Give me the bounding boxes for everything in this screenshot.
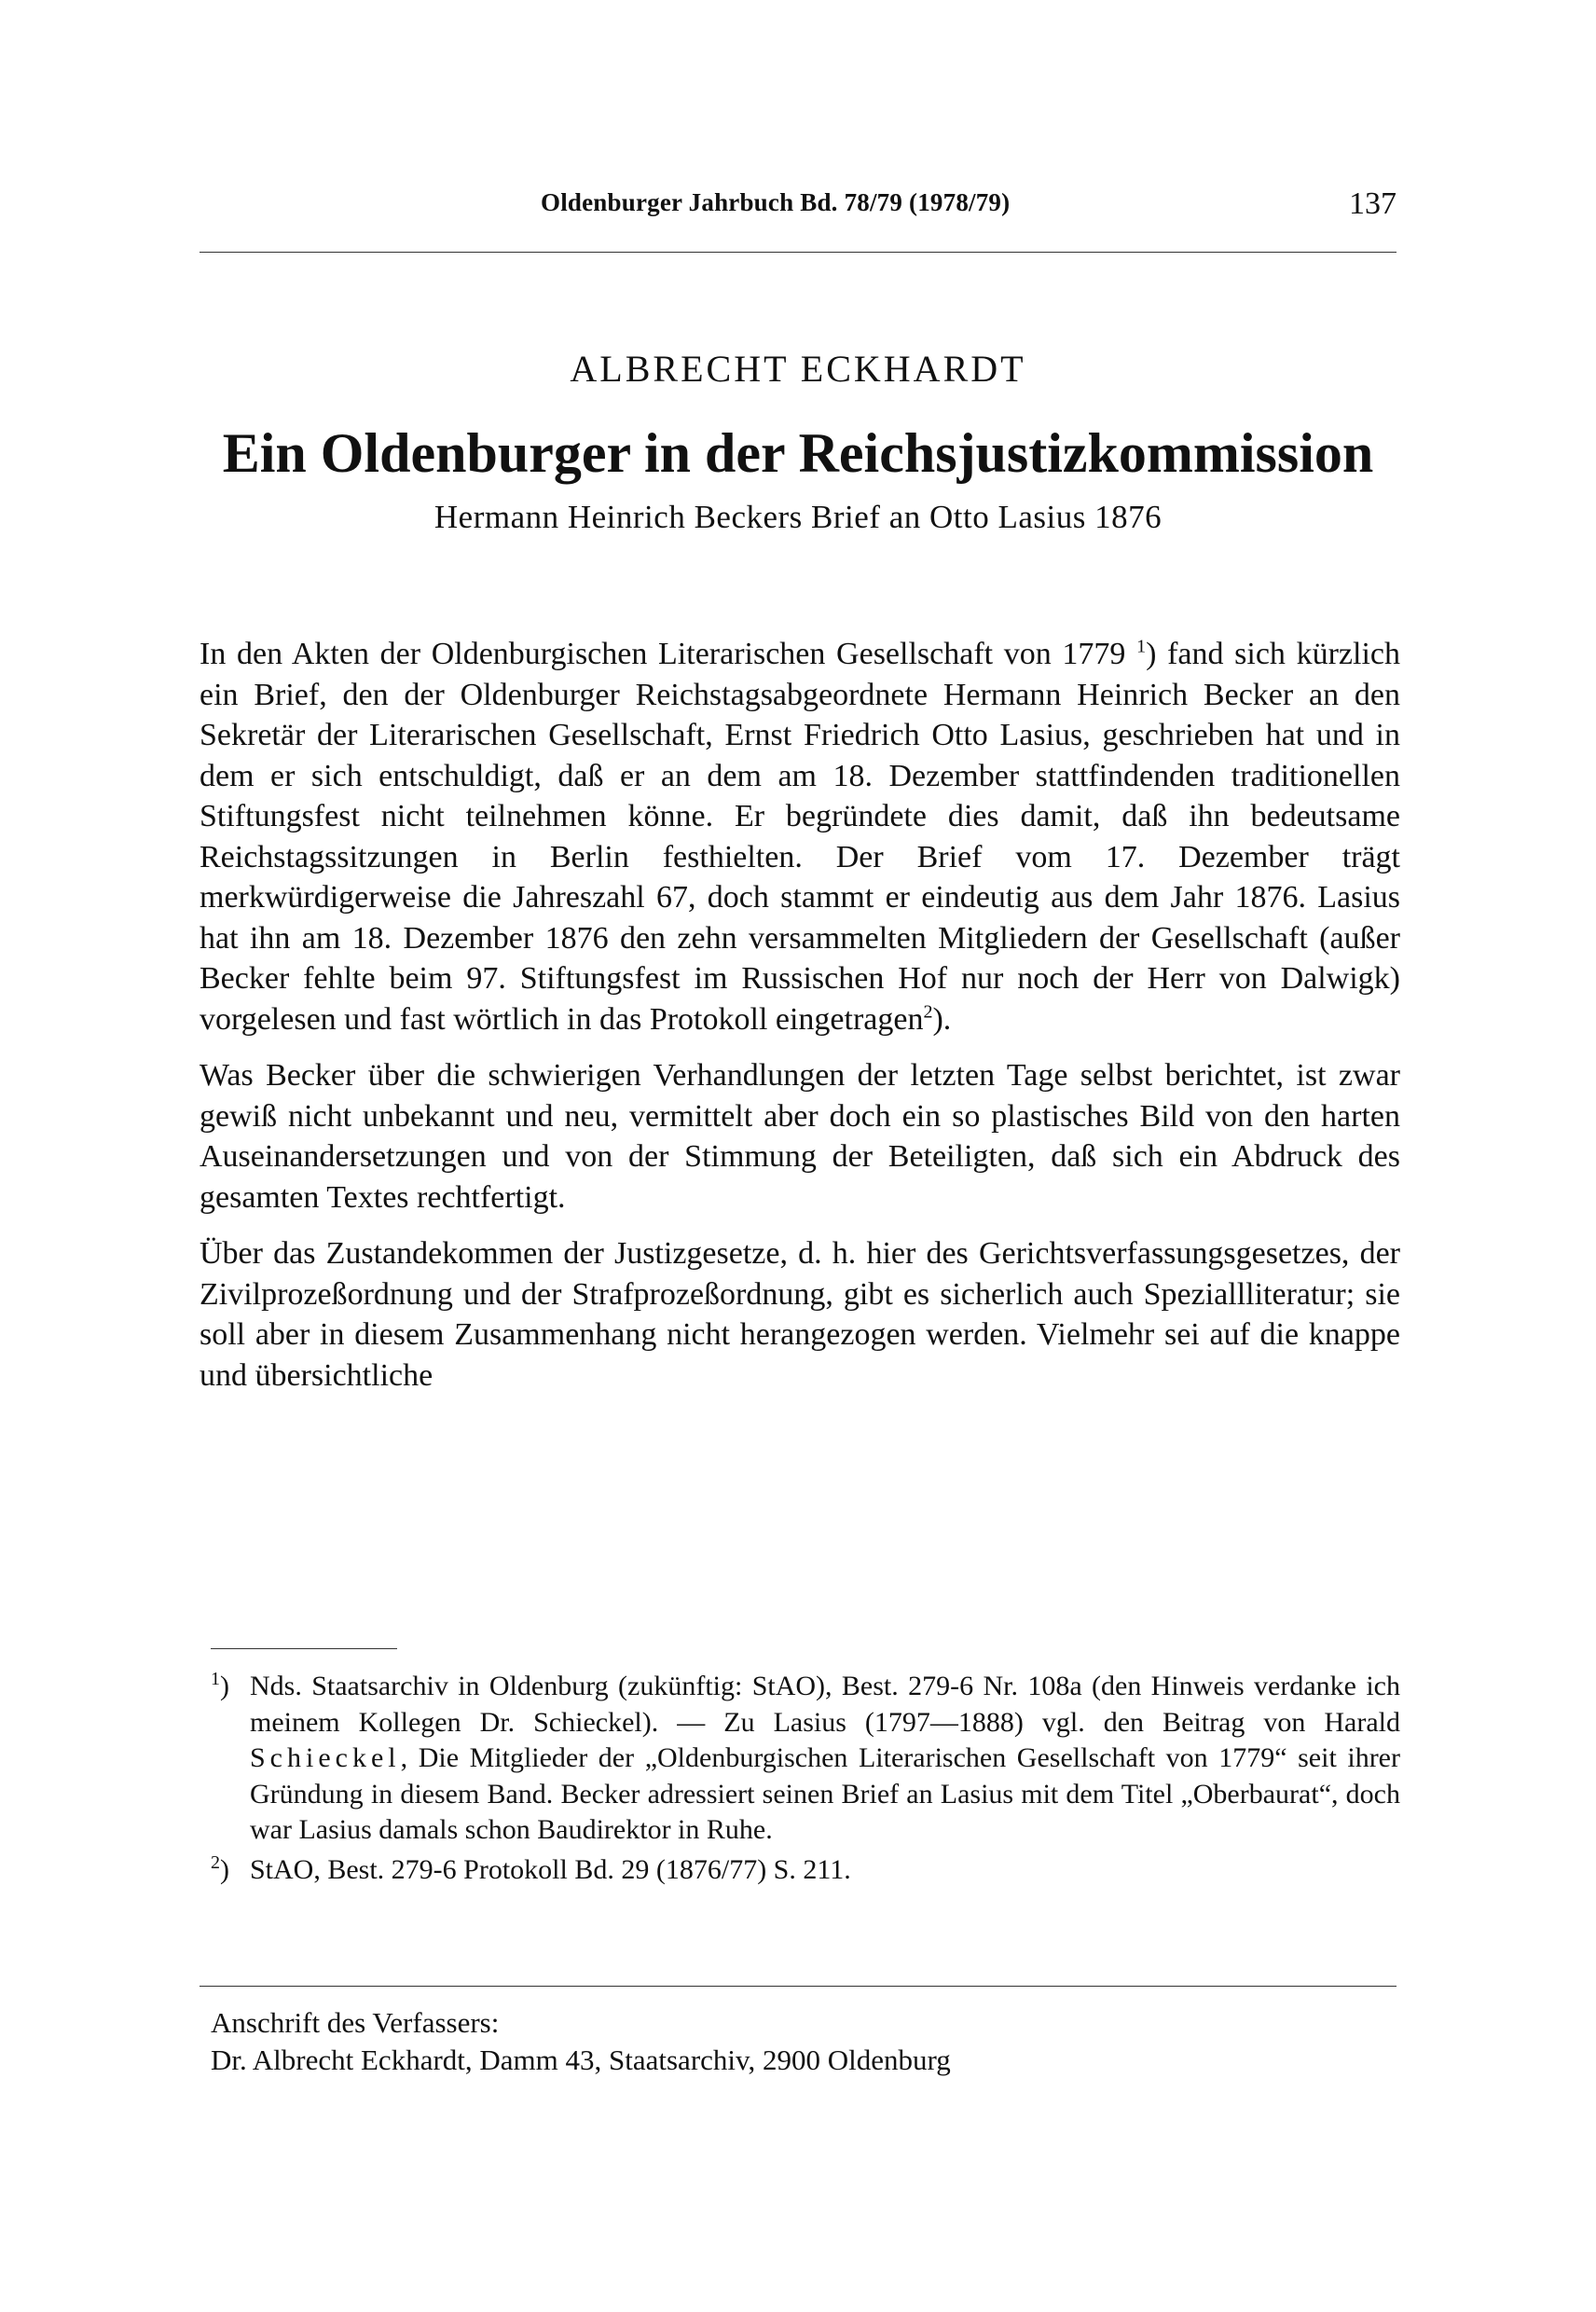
address-divider [200, 1986, 1396, 1987]
article-title: Ein Oldenburger in der Reichsjustizkommission [222, 422, 1374, 484]
address-label: Anschrift des Verfassers: [211, 2006, 500, 2039]
footnote-1 [200, 1669, 1400, 1849]
footnote-number: 2 [211, 1851, 220, 1873]
footnote-text: Nds. Staatsarchiv in Oldenburg (zukünftig: StAO), Best. 279-6 Nr. 108a (den Hinweis verdanke ich meinem Kollegen Dr. Schieckel). — Zu Lasius (1797—1888) vgl. den Beitrag von Harald [250, 1671, 1400, 1738]
footnotes [200, 1669, 1400, 1892]
body-text-run: ). [932, 1001, 952, 1037]
running-head: Oldenburger Jahrbuch Bd. 78/79 (1978/79) [541, 188, 1011, 216]
footnote-text: , Die Mitglieder der „Oldenburgischen Literarischen Gesellschaft von 1779“ seit ihrer Gründung in diesem Band. Becker adressiert seinen Brief an Lasius mit dem Titel „Oberbaurat“, doch war Lasius damals schon Baudirektor in Ruhe. [250, 1742, 1400, 1845]
body-paragraph: Was Becker über die schwierigen Verhandlungen der letzten Tage selbst berichtet, ist zwar gewiß nicht unbekannt und neu, vermittelt aber doch ein so plastisches Bild von den harten Auseinandersetzungen und von der Stimmung der Beteiligten, daß sich ein Abdruck des gesamten Textes rechtfertigt. [200, 1058, 1400, 1215]
body-paragraph: Über das Zustandekommen der Justizgesetze, d. h. hier des Gerichtsverfassungsgesetzes, der Zivilprozeßordnung und der Strafprozeßordnung, gibt es sicherlich auch Speziallliteratur; sie soll aber in diesem Zusammenhang nicht herangezogen werden. Vielmehr sei auf die knappe und übersichtliche [200, 1236, 1400, 1393]
footnote-reference-2: 2 [923, 1001, 933, 1023]
page-number: 137 [1349, 186, 1396, 221]
footnote-2 [200, 1852, 1400, 1889]
footnote-number: 1 [211, 1669, 220, 1689]
footnote-author-name: Schieckel [250, 1742, 401, 1773]
author-address [211, 2004, 1395, 2079]
footnote-text: StAO, Best. 279-6 Protokoll Bd. 29 (1876/77) S. 211. [250, 1853, 851, 1885]
header-divider [200, 252, 1396, 253]
footnote-divider [211, 1648, 397, 1649]
article-body [200, 634, 1400, 1411]
footnote-reference-1: 1 [1136, 636, 1147, 657]
article-author: ALBRECHT ECKHARDT [570, 348, 1026, 390]
footnote-marker: $^2$) [211, 1851, 229, 1885]
body-text-run: In den Akten der Oldenburgischen Literarischen Gesellschaft von 1779 [200, 637, 1137, 671]
address-line: Dr. Albrecht Eckhardt, Damm 43, Staatsarchiv, 2900 Oldenburg [211, 2044, 951, 2076]
footnote-marker: $^1$) [211, 1669, 229, 1701]
body-text-run: ) fand sich kürzlich ein Brief, den der Oldenburger Reichstagsabgeordnete Hermann Heinrich Becker an den Sekretär der Literarischen Gesellschaft, Ernst Friedrich Otto Lasius, geschrieben hat und in dem er sich entschuldigt, daß er an dem am 18. Dezember stattfindenden traditionellen Stiftungsfest nicht teilnehmen könne. Er begründete dies damit, daß ihn bedeutsame Reichstagssitzungen in Berlin festhielten. Der Brief vom 17. Dezember trägt merkwürdigerweise die Jahreszahl 67, doch stammt er eindeutig aus dem Jahr 1876. Lasius hat ihn am 18. Dezember 1876 den zehn versammelten Mitgliedern der Gesellschaft (außer Becker fehlte beim 97. Stiftungsfest im Russischen Hof nur noch der Herr von Dalwigk) vorgelesen und fast wörtlich in das Protokoll eingetragen [200, 637, 1400, 1037]
article-subtitle: Hermann Heinrich Beckers Brief an Otto Lasius 1876 [433, 499, 1163, 535]
body-paragraph [200, 634, 1400, 1039]
